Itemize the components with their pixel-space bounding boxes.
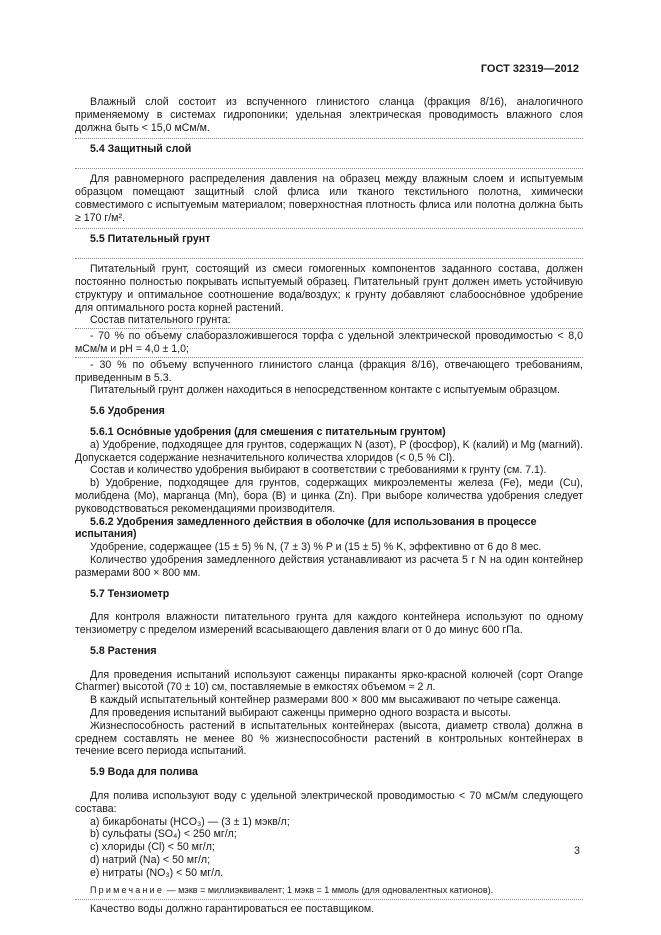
dotted-divider [75,228,583,229]
section-5-6-2-title: 5.6.2 Удобрения замедленного действия в оболочке (для использования в процессе испытания) [75,515,537,541]
section-5-4-paragraph: Для равномерного распределения давления на образец между влажным слоем и испытуемым образцом помещают защитный слой флиса или тканого текстильного полотна, химически совместимого с испытуемым материалом; поверхностная плотность флиса или полотна должна быть ≥ 170 г/м². [75,173,583,224]
page-number: 3 [574,845,580,857]
doc-header: ГОСТ 32319—2012 [480,63,579,75]
section-5-9-p2: Качество воды должно гарантироваться ее поставщиком. [90,903,375,916]
section-5-8-p3: Для проведения испытаний выбирают саженцы примерно одного возраста и высоты. [90,707,511,720]
document-body [75,96,583,916]
section-5-5-p5: Питательный грунт должен находиться в непосредственном контакте с испытуемым образцом. [90,384,560,397]
dotted-divider [75,138,583,139]
section-5-8-p2: В каждый испытательный контейнер размерами 800 × 800 мм высаживают по четыре саженца. [90,694,561,707]
section-5-9-p1: Для полива используют воду с удельной электрической проводимостью < 70 мСм/м следующего состава: [75,790,583,815]
dotted-divider [75,899,583,900]
section-5-4-title: 5.4 Защитный слой [90,143,192,156]
section-5-6-p5: Количество удобрения замедленного действия устанавливают из расчета 5 г N на один контейнер размерами 800 × 800 мм. [75,553,583,579]
dotted-divider [75,328,583,329]
note [75,884,583,897]
section-5-5-p3: - 70 % по объему слаборазложившегося торфа с удельной электрической проводимостью < 8,0 мСм/м и рН = 4,0 ± 1,0; [75,330,583,355]
water-composition-list [75,816,583,880]
section-5-5-p1: Питательный грунт, состоящий из смеси гомогенных компонентов заданного состава, должен постоянно полностью покрывать испытуемый образец. Питательный грунт должен иметь устойчивую структуру и оптимальное соотношение вода/воздух; к грунту добавляют слабоосно́вное удобрение для оптимального роста корней растений. [75,263,583,314]
section-5-7-title: 5.7 Тензиометр [90,587,170,600]
section-5-9-title: 5.9 Вода для полива [90,766,198,779]
section-5-6-title: 5.6 Удобрения [90,405,165,418]
dotted-divider [75,168,583,169]
section-5-6-p4: Удобрение, содержащее (15 ± 5) % N, (7 ± 3) % P и (15 ± 5) % K, эффективно от 6 до 8 мес. [90,541,542,554]
dotted-divider [75,258,583,259]
section-5-7-paragraph: Для контроля влажности питательного грунта для каждого контейнера используют по одному тензиометру с пределом измерений всасывающего давления влаги от 0 до минус 600 гПа. [75,611,583,637]
section-5-5-p2: Состав питательного грунта: [90,314,231,327]
section-5-8-title: 5.8 Растения [90,644,157,657]
section-5-5-title: 5.5 Питательный грунт [90,233,211,246]
section-5-6-p3: b) Удобрение, подходящее для грунтов, содержащих микроэлементы железа (Fe), меди (Cu), молибдена (Mo), марганца (Mn), бора (B) и цинка (Zn). При выборе количества удобрения следует руководствоваться рекомендациями производителя. [75,477,583,515]
section-5-6-p2: Состав и количество удобрения выбирают в соответствии с требованиями к грунту (см. 7.1). [90,464,547,477]
dotted-divider [75,357,583,358]
list-item: c) хлориды (Cl) < 50 мг/л; [90,841,215,854]
section-5-6-p1: а) Удобрение, подходящее для грунтов, содержащих N (азот), P (фосфор), K (калий) и Mg (магний). Допускается содержание незначительного количества хлоридов (< 0,5 % Cl). [75,438,583,464]
intro-paragraph: Влажный слой состоит из вспученного глинистого сланца (фракция 8/16), аналогичного применяемому в системах гидропоники; удельная электрическая проводимость влажного слоя должна быть < 15,0 мСм/м. [75,96,583,134]
section-5-6-1-title: 5.6.1 Осно́вные удобрения (для смешения с питательным грунтом) [90,425,446,438]
note-text: — мэкв = миллиэквивалент; 1 мэкв = 1 ммоль (для одновалентных катионов). [164,884,494,895]
section-5-5-p4: - 30 % по объему вспученного глинистого сланца (фракция 8/16), отвечающего требованиям, приведенным в 5.3. [75,358,583,384]
section-5-8-p1: Для проведения испытаний используют саженцы пираканты ярко-красной колючей (сорт Orange Charmer) высотой (70 ± 10) см, поставляемые в емкостях объемом ≈ 2 л. [75,668,583,694]
list-item: d) натрий (Na) < 50 мг/л; [90,854,211,867]
list-item: b) сульфаты (SO₄) < 250 мг/л; [90,828,237,841]
list-item: а) бикарбонаты (HCO₃) — (3 ± 1) мэкв/л; [90,815,290,828]
note-label: Примечание [90,884,165,895]
section-5-8-p4: Жизнеспособность растений в испытательных контейнерах (высота, диаметр ствола) должна в среднем составлять не менее 80 % жизнеспособности растений в контрольных контейнерах в течение всего периода испытаний. [75,719,583,758]
list-item: e) нитраты (NO₃) < 50 мг/л. [90,866,224,879]
